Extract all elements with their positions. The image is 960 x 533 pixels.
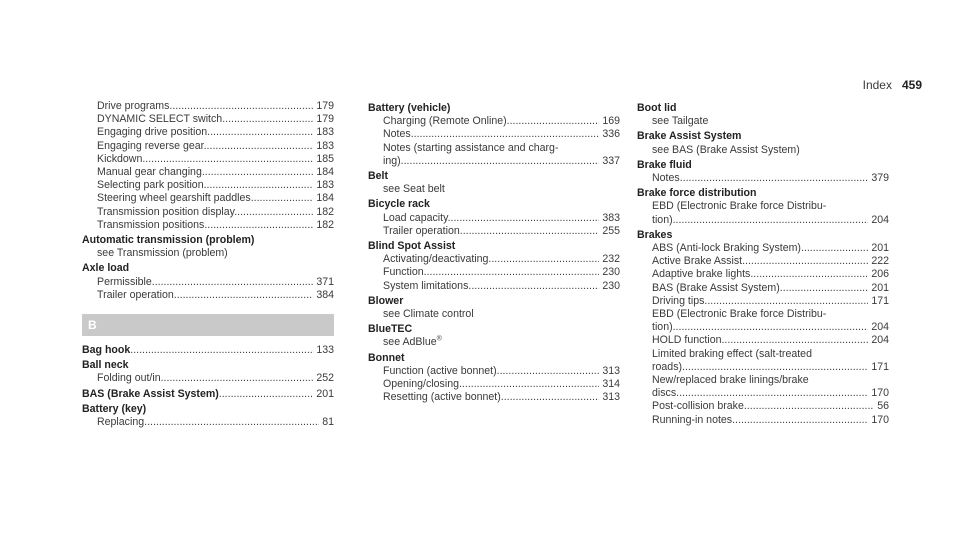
page-ref: 170 (871, 387, 889, 400)
entry-text: Transmission position display ..... (97, 206, 313, 218)
index-subentry (368, 266, 620, 279)
entry-text: Opening/closing ..... (383, 378, 599, 390)
dot-leader (97, 416, 319, 429)
index-heading: BlueTEC (368, 323, 413, 336)
page-ref: 252 (316, 372, 334, 385)
dot-leader (652, 214, 868, 227)
dot-leader (652, 255, 868, 268)
dot-leader (97, 153, 313, 166)
index-subentry (368, 128, 620, 141)
index-subentry (82, 153, 334, 166)
page-ref: 204 (871, 321, 889, 334)
entry-text: Trailer operation ..... (383, 225, 599, 237)
see-reference (368, 183, 620, 196)
see-text: see Transmission (problem) (97, 247, 228, 260)
entry-text: Engaging reverse gear ..... (97, 140, 313, 152)
see-text: see AdBlue (383, 336, 437, 349)
page-ref: 179 (316, 100, 334, 112)
entry-text: Activating/deactivating ..... (383, 253, 599, 265)
entry-text: ing) ..... (383, 155, 599, 167)
dot-leader (97, 140, 313, 153)
dot-leader (383, 391, 599, 404)
dot-leader (97, 276, 313, 289)
page-ref: 313 (602, 391, 620, 404)
index-heading: Ball neck (82, 359, 129, 372)
dot-leader (97, 113, 313, 126)
entry-text: Steering wheel gearshift paddles ..... (97, 192, 313, 204)
page-ref: 185 (316, 152, 334, 165)
index-subentry (82, 372, 334, 385)
dot-leader (652, 321, 868, 334)
index-heading: Blower (368, 294, 404, 307)
page-ref: 184 (316, 192, 334, 205)
page-ref: 201 (871, 242, 889, 255)
entry-text: Post-collision brake ..... (652, 400, 874, 412)
entry-text: Charging (Remote Online) ..... (383, 115, 599, 127)
dot-leader (383, 155, 599, 168)
dot-leader (652, 334, 868, 347)
index-heading: Axle load (82, 262, 130, 275)
entry-text: Manual gear changing ..... (97, 166, 313, 178)
dot-leader (97, 100, 313, 113)
dot-leader (383, 225, 599, 238)
index-subentry (82, 140, 334, 153)
entry-text: Permissible ..... (97, 276, 313, 288)
page-ref: 230 (602, 279, 620, 292)
page-ref: 336 (602, 128, 620, 141)
entry-text: Active Brake Assist ..... (652, 255, 868, 267)
index-subentry (368, 391, 620, 404)
index-heading: Battery (vehicle) (368, 102, 451, 114)
page-ref: 371 (316, 275, 334, 288)
entry-text: Drive programs ..... (97, 100, 313, 112)
index-subentry (637, 214, 889, 227)
see-text: see BAS (Brake Assist System) (652, 143, 800, 156)
entry-text: Load capacity ..... (383, 212, 599, 224)
page-ref: 232 (602, 253, 620, 266)
entry-text: roads) ..... (652, 361, 868, 373)
page-ref: 379 (871, 172, 889, 185)
page-number: 459 (901, 78, 922, 92)
index-heading: Automatic transmission (problem) (82, 234, 255, 247)
index-subentry (637, 242, 889, 255)
page-ref: 204 (871, 334, 889, 347)
page-ref: 384 (316, 288, 334, 301)
index-subentry (637, 387, 889, 400)
dot-leader (652, 172, 868, 185)
page-ref: 171 (871, 294, 889, 307)
entry-text: DYNAMIC SELECT switch ..... (97, 113, 313, 125)
entry-text: discs ..... (652, 387, 868, 399)
index-subentry (368, 115, 620, 128)
page-ref: 314 (602, 378, 620, 391)
dot-leader (97, 219, 313, 232)
index-letter-heading: B (82, 314, 334, 336)
index-subentry (637, 361, 889, 374)
entry-text: Resetting (active bonnet) ..... (383, 391, 599, 403)
index-heading: Bonnet (368, 351, 405, 364)
index-column-2 (368, 100, 620, 404)
dot-leader (652, 361, 868, 374)
page-ref: 171 (871, 360, 889, 373)
page-ref: 170 (871, 413, 889, 426)
index-subentry (82, 179, 334, 192)
index-heading: Brake Assist System (637, 130, 742, 143)
index-subentry (368, 155, 620, 168)
dot-leader (383, 378, 599, 391)
index-subentry (82, 113, 334, 126)
entry-text: Function (active bonnet) ..... (383, 365, 599, 377)
index-subentry (637, 282, 889, 295)
dot-leader (383, 253, 599, 266)
dot-leader (97, 126, 313, 139)
dot-leader (652, 414, 868, 427)
index-subentry (82, 206, 334, 219)
index-heading: Brake fluid (637, 158, 692, 171)
index-subentry (368, 225, 620, 238)
page-ref: 201 (316, 387, 334, 400)
page-ref: 230 (602, 266, 620, 279)
entry-text: BAS (Brake Assist System) ..... (82, 388, 313, 400)
index-subentry (82, 166, 334, 179)
page-ref: 222 (871, 255, 889, 268)
page-ref: 184 (316, 166, 334, 179)
index-heading: Bicycle rack (368, 198, 430, 211)
index-column-3 (637, 100, 889, 427)
dot-leader (652, 242, 868, 255)
index-heading: Blind Spot Assist (368, 240, 456, 253)
entry-text: System limitations ..... (383, 280, 599, 292)
page-ref: 183 (316, 139, 334, 152)
index-subentry-continued: EBD (Electronic Brake force Distribu- (652, 200, 827, 213)
page-ref: 179 (316, 113, 334, 126)
dot-leader (383, 128, 599, 141)
index-subentry (637, 295, 889, 308)
entry-text: Notes ..... (652, 172, 868, 184)
index-subentry (637, 255, 889, 268)
dot-leader (82, 344, 313, 357)
entry-text: Selecting park position ..... (97, 179, 313, 191)
entry-text: Replacing ..... (97, 416, 319, 428)
entry-text: Kickdown ..... (97, 153, 313, 165)
index-heading: Belt (368, 170, 389, 183)
entry-text: tion) ..... (652, 321, 868, 333)
entry-text: Adaptive brake lights ..... (652, 268, 868, 280)
dot-leader (97, 206, 313, 219)
index-subentry (368, 365, 620, 378)
dot-leader (652, 400, 874, 413)
index-subentry (82, 126, 334, 139)
dot-leader (97, 179, 313, 192)
page-ref: 201 (871, 281, 889, 294)
dot-leader (383, 365, 599, 378)
index-heading: Battery (key) (82, 402, 147, 415)
entry-text: Bag hook ..... (82, 344, 313, 356)
entry-text: HOLD function ..... (652, 334, 868, 346)
page-ref: 183 (316, 179, 334, 192)
index-heading-entry (82, 388, 334, 401)
index-subentry (368, 280, 620, 293)
dot-leader (97, 166, 313, 179)
page-ref: 204 (871, 213, 889, 226)
see-text: see Seat belt (383, 183, 445, 196)
dot-leader (383, 115, 599, 128)
index-heading: Brake force distribution (637, 187, 757, 200)
index-subentry (637, 321, 889, 334)
section-name: Index (862, 78, 892, 92)
dot-leader (383, 280, 599, 293)
entry-text: Transmission positions ..... (97, 219, 313, 231)
entry-text: BAS (Brake Assist System) ..... (652, 282, 868, 294)
page-ref: 337 (602, 154, 620, 167)
page-ref: 133 (316, 344, 334, 357)
dot-leader (383, 266, 599, 279)
index-heading-entry (82, 344, 334, 357)
page-ref: 56 (877, 400, 889, 413)
index-subentry (637, 172, 889, 185)
dot-leader (383, 212, 599, 225)
see-text: see Climate control (383, 308, 474, 321)
index-subentry (82, 276, 334, 289)
dot-leader (652, 387, 868, 400)
page-ref: 182 (316, 205, 334, 218)
dot-leader (97, 372, 313, 385)
dot-leader (652, 282, 868, 295)
index-column-1 (82, 100, 334, 429)
entry-text: Trailer operation ..... (97, 289, 313, 301)
see-reference (637, 144, 889, 157)
registered-mark: ® (436, 335, 442, 343)
entry-text: Engaging drive position ..... (97, 126, 313, 138)
page-ref: 383 (602, 211, 620, 224)
page-header (790, 78, 922, 92)
index-subentry (368, 378, 620, 391)
dot-leader (82, 388, 313, 401)
page-ref: 169 (602, 115, 620, 128)
page-ref: 255 (602, 224, 620, 237)
page-ref: 81 (322, 416, 334, 429)
page-ref: 182 (316, 218, 334, 231)
index-subentry (637, 414, 889, 427)
page-ref: 183 (316, 126, 334, 139)
dot-leader (652, 295, 868, 308)
index-subentry-continued: Limited braking effect (salt-treated (652, 347, 812, 360)
dot-leader (97, 192, 313, 205)
index-subentry (637, 268, 889, 281)
page-ref: 206 (871, 268, 889, 281)
index-subentry (82, 100, 334, 113)
index-subentry (82, 416, 334, 429)
index-subentry-continued: Notes (starting assistance and charg- (383, 141, 559, 154)
see-reference (368, 308, 620, 321)
entry-text: Folding out/in ..... (97, 372, 313, 384)
dot-leader (97, 289, 313, 302)
entry-text: ABS (Anti-lock Braking System) ..... (652, 242, 868, 254)
see-reference (82, 247, 334, 260)
entry-text: Running-in notes ..... (652, 414, 868, 426)
see-reference (637, 115, 889, 128)
index-subentry (637, 400, 889, 413)
index-subentry-continued: EBD (Electronic Brake force Distribu- (652, 308, 827, 321)
index-subentry (82, 219, 334, 232)
entry-text: Notes ..... (383, 128, 599, 140)
index-subentry (637, 334, 889, 347)
entry-text: tion) ..... (652, 214, 868, 226)
index-subentry (82, 192, 334, 205)
page-ref: 313 (602, 364, 620, 377)
index-heading: Boot lid (637, 102, 677, 114)
entry-text: Driving tips ..... (652, 295, 868, 307)
index-subentry (368, 253, 620, 266)
entry-text: Function ..... (383, 266, 599, 278)
index-heading: Brakes (637, 228, 673, 241)
see-reference (368, 336, 620, 349)
index-subentry-continued: New/replaced brake linings/brake (652, 374, 809, 387)
see-text: see Tailgate (652, 115, 709, 128)
index-subentry (82, 289, 334, 302)
index-subentry (368, 212, 620, 225)
dot-leader (652, 268, 868, 281)
